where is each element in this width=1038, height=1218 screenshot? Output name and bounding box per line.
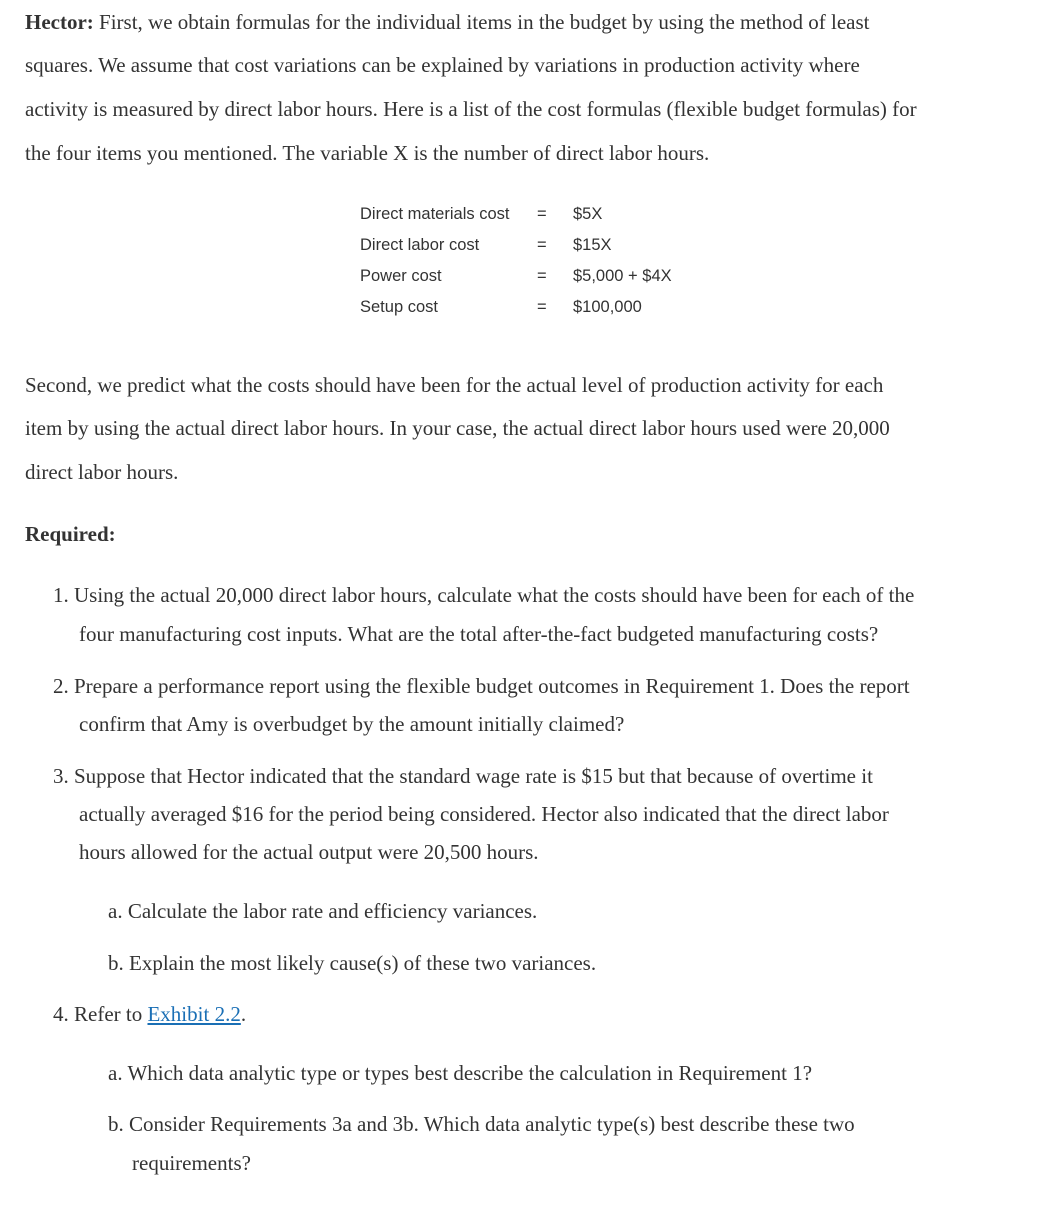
formula-value: $15X [573,236,612,254]
requirement-1: 1. Using the actual 20,000 direct labor hours, calculate what the costs should have been for each of the [53,583,915,607]
paragraph-line: direct labor hours. [25,460,179,484]
intro-line: Hector: First, we obtain formulas for the individual items in the budget by using the method of least [25,10,870,34]
formula-equals: = [537,298,547,316]
requirement-3-cont: actually averaged $16 for the period being considered. Hector also indicated that the direct labor [79,802,889,826]
intro-line: the four items you mentioned. The variable X is the number of direct labor hours. [25,141,710,165]
formula-label: Direct materials cost [360,205,510,223]
formula-value: $5X [573,205,603,223]
exhibit-2-2-link[interactable]: Exhibit 2.2 [147,1002,241,1026]
formula-equals: = [537,267,547,285]
intro-line: activity is measured by direct labor hours. Here is a list of the cost formulas (flexible budget formulas) for [25,97,917,121]
paragraph-line: Second, we predict what the costs should have been for the actual level of production activity for each [25,373,884,397]
requirement-4: 4. Refer to Exhibit 2.2. [53,1002,247,1026]
intro-line: squares. We assume that cost variations can be explained by variations in production activity where [25,53,860,77]
requirement-3-cont: hours allowed for the actual output were 20,500 hours. [79,840,539,864]
formula-value: $5,000 + $4X [573,267,672,285]
requirement-3: 3. Suppose that Hector indicated that the standard wage rate is $15 but that because of overtime it [53,764,873,788]
requirement-3a: a. Calculate the labor rate and efficiency variances. [108,899,538,923]
formula-label: Power cost [360,267,442,285]
requirement-4b: b. Consider Requirements 3a and 3b. Which data analytic type(s) best describe these two [108,1112,855,1136]
required-heading: Required: [25,522,116,546]
speaker-name: Hector: [25,10,94,34]
formula-label: Direct labor cost [360,236,480,254]
requirement-2: 2. Prepare a performance report using the flexible budget outcomes in Requirement 1. Does the report [53,674,910,698]
requirement-1-cont: four manufacturing cost inputs. What are the total after-the-fact budgeted manufacturing costs? [79,622,879,646]
requirement-4b-cont: requirements? [132,1151,251,1175]
formula-equals: = [537,236,547,254]
formula-value: $100,000 [573,298,642,316]
requirement-3b: b. Explain the most likely cause(s) of these two variances. [108,951,597,975]
paragraph-line: item by using the actual direct labor hours. In your case, the actual direct labor hours used were 20,000 [25,416,890,440]
formula-equals: = [537,205,547,223]
formula-label: Setup cost [360,298,438,316]
requirement-2-cont: confirm that Amy is overbudget by the amount initially claimed? [79,712,625,736]
requirement-4a: a. Which data analytic type or types best describe the calculation in Requirement 1? [108,1061,813,1085]
